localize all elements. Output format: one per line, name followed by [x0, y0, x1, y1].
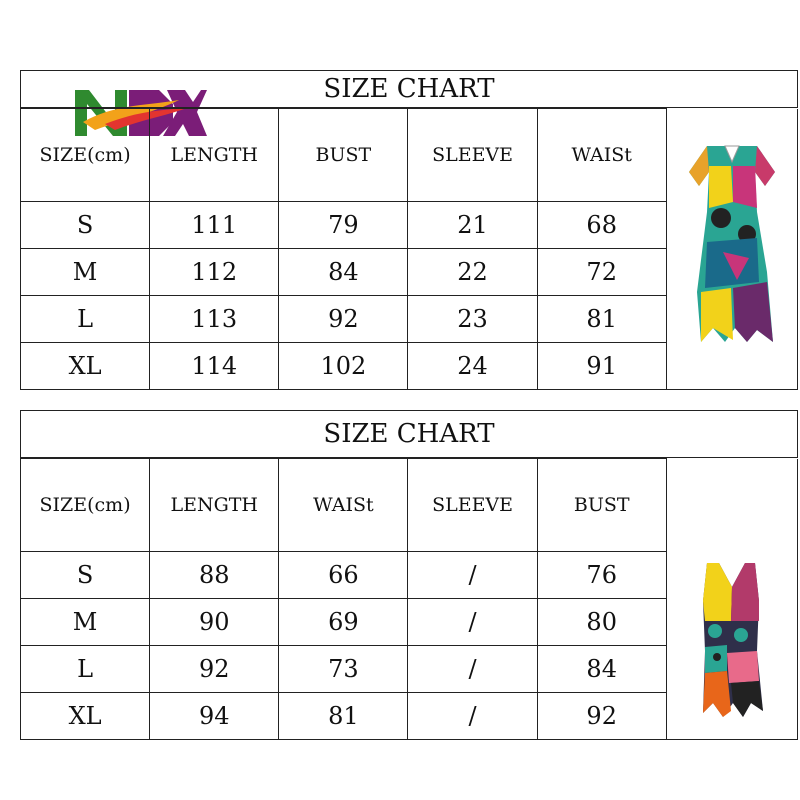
dress-illustration-2 — [697, 561, 767, 721]
value-cell: 24 — [408, 343, 537, 390]
size-cell: L — [21, 296, 150, 343]
value-cell: 81 — [537, 296, 666, 343]
value-cell: 84 — [279, 249, 408, 296]
value-cell: 66 — [279, 552, 408, 599]
value-cell: 112 — [150, 249, 279, 296]
size-chart-2 — [20, 410, 798, 751]
dress-image-cell — [666, 459, 797, 740]
size-chart-1 — [20, 70, 798, 393]
value-cell: 114 — [150, 343, 279, 390]
column-header: LENGTH — [150, 109, 279, 202]
value-cell: / — [408, 599, 537, 646]
size-chart-1-table — [20, 108, 798, 390]
value-cell: 69 — [279, 599, 408, 646]
value-cell: 21 — [408, 202, 537, 249]
column-header: BUST — [537, 459, 666, 552]
size-cell: XL — [21, 693, 150, 740]
value-cell: 73 — [279, 646, 408, 693]
value-cell: 81 — [279, 693, 408, 740]
column-header: WAISt — [537, 109, 666, 202]
value-cell: 23 — [408, 296, 537, 343]
size-chart-1-title: SIZE CHART — [20, 71, 798, 108]
value-cell: 22 — [408, 249, 537, 296]
table-header-row — [21, 109, 798, 202]
column-header: WAISt — [279, 459, 408, 552]
value-cell: / — [408, 552, 537, 599]
size-cell: XL — [21, 343, 150, 390]
column-header: SIZE(cm) — [21, 459, 150, 552]
value-cell: 84 — [537, 646, 666, 693]
value-cell: / — [408, 693, 537, 740]
value-cell: 94 — [150, 693, 279, 740]
value-cell: 79 — [279, 202, 408, 249]
column-header: SIZE(cm) — [21, 109, 150, 202]
value-cell: 80 — [537, 599, 666, 646]
size-chart-2-table — [20, 458, 798, 740]
value-cell: 92 — [537, 693, 666, 740]
value-cell: 88 — [150, 552, 279, 599]
value-cell: 72 — [537, 249, 666, 296]
value-cell: 90 — [150, 599, 279, 646]
size-chart-2-title: SIZE CHART — [20, 411, 798, 458]
value-cell: 113 — [150, 296, 279, 343]
value-cell: 91 — [537, 343, 666, 390]
value-cell: / — [408, 646, 537, 693]
value-cell: 76 — [537, 552, 666, 599]
value-cell: 92 — [279, 296, 408, 343]
size-cell: S — [21, 202, 150, 249]
column-header: SLEEVE — [408, 109, 537, 202]
size-cell: M — [21, 599, 150, 646]
column-header: LENGTH — [150, 459, 279, 552]
value-cell: 92 — [150, 646, 279, 693]
dress-illustration-1 — [687, 142, 777, 352]
column-header: BUST — [279, 109, 408, 202]
dress-image-cell — [666, 109, 797, 390]
table-header-row — [21, 459, 798, 552]
value-cell: 102 — [279, 343, 408, 390]
size-cell: L — [21, 646, 150, 693]
value-cell: 111 — [150, 202, 279, 249]
size-cell: S — [21, 552, 150, 599]
column-header: SLEEVE — [408, 459, 537, 552]
value-cell: 68 — [537, 202, 666, 249]
size-cell: M — [21, 249, 150, 296]
